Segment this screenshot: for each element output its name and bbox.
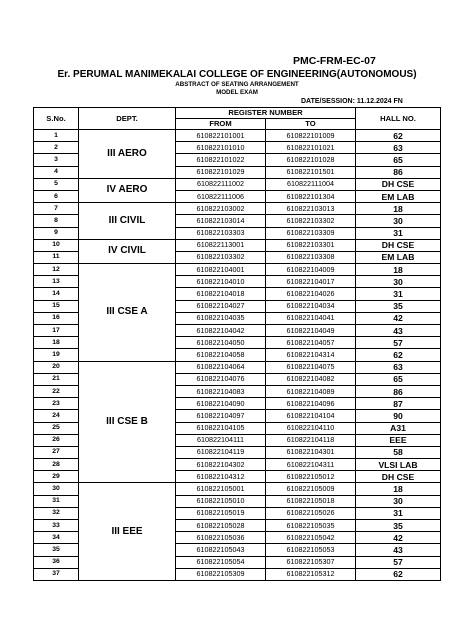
dept-cell: III CSE B xyxy=(79,361,176,483)
register-from: 610822104111 xyxy=(176,434,266,446)
hall-number: 30 xyxy=(356,276,441,288)
register-to: 610822104104 xyxy=(266,410,356,422)
row-sno: 36 xyxy=(34,556,79,568)
register-to: 610822103308 xyxy=(266,251,356,263)
register-to: 610822103309 xyxy=(266,227,356,239)
register-from: 610822103002 xyxy=(176,203,266,215)
row-sno: 15 xyxy=(34,300,79,312)
hall-number: 31 xyxy=(356,227,441,239)
register-to: 610822105053 xyxy=(266,544,356,556)
dept-cell: IV AERO xyxy=(79,178,176,202)
hall-number: 31 xyxy=(356,507,441,519)
row-sno: 12 xyxy=(34,264,79,276)
hall-number: 31 xyxy=(356,288,441,300)
row-sno: 13 xyxy=(34,276,79,288)
register-from: 610822105309 xyxy=(176,568,266,580)
hall-number: 65 xyxy=(356,373,441,385)
table-row xyxy=(34,130,441,142)
hall-number: 63 xyxy=(356,361,441,373)
register-to: 610822104041 xyxy=(266,312,356,324)
register-from: 610822104050 xyxy=(176,337,266,349)
register-to: 610822104301 xyxy=(266,446,356,458)
hall-number: 86 xyxy=(356,385,441,397)
row-sno: 4 xyxy=(34,166,79,178)
header-hall: HALL NO. xyxy=(356,108,441,130)
table-row xyxy=(34,203,441,215)
row-sno: 33 xyxy=(34,520,79,532)
hall-number: 62 xyxy=(356,349,441,361)
register-to: 610822101021 xyxy=(266,142,356,154)
row-sno: 7 xyxy=(34,203,79,215)
register-from: 610822104083 xyxy=(176,385,266,397)
hall-number: EM LAB xyxy=(356,190,441,202)
row-sno: 34 xyxy=(34,532,79,544)
hall-number: 43 xyxy=(356,325,441,337)
row-sno: 20 xyxy=(34,361,79,373)
table-row xyxy=(34,264,441,276)
row-sno: 18 xyxy=(34,337,79,349)
register-from: 610822101029 xyxy=(176,166,266,178)
register-to: 610822101304 xyxy=(266,190,356,202)
row-sno: 1 xyxy=(34,130,79,142)
register-to: 610822105312 xyxy=(266,568,356,580)
register-from: 610822104064 xyxy=(176,361,266,373)
form-code: PMC-FRM-EC-07 xyxy=(293,55,376,67)
hall-number: 62 xyxy=(356,568,441,580)
register-from: 610822104302 xyxy=(176,459,266,471)
row-sno: 28 xyxy=(34,459,79,471)
register-from: 610822111006 xyxy=(176,190,266,202)
register-to: 610822104017 xyxy=(266,276,356,288)
hall-number: 62 xyxy=(356,130,441,142)
register-to: 610822103302 xyxy=(266,215,356,227)
row-sno: 16 xyxy=(34,312,79,324)
register-from: 610822103302 xyxy=(176,251,266,263)
hall-number: 57 xyxy=(356,556,441,568)
hall-number: 30 xyxy=(356,495,441,507)
dept-cell: IV CIVIL xyxy=(79,239,176,263)
college-name: Er. PERUMAL MANIMEKALAI COLLEGE OF ENGINEERING(AUTONOMOUS) xyxy=(57,69,417,80)
header-dept: DEPT. xyxy=(79,108,176,130)
register-to: 610822104009 xyxy=(266,264,356,276)
hall-number: 87 xyxy=(356,398,441,410)
hall-number: 35 xyxy=(356,300,441,312)
row-sno: 31 xyxy=(34,495,79,507)
hall-number: 63 xyxy=(356,142,441,154)
hall-number: 86 xyxy=(356,166,441,178)
register-to: 610822105018 xyxy=(266,495,356,507)
document-subtitle: ABSTRACT OF SEATING ARRANGEMENT xyxy=(175,81,299,88)
register-to: 610822101501 xyxy=(266,166,356,178)
register-to: 610822101028 xyxy=(266,154,356,166)
register-from: 610822104076 xyxy=(176,373,266,385)
date-session: DATE/SESSION: 11.12.2024 FN xyxy=(301,98,403,105)
hall-number: 18 xyxy=(356,483,441,495)
dept-cell: III AERO xyxy=(79,130,176,179)
register-to: 610822104075 xyxy=(266,361,356,373)
register-to: 610822104118 xyxy=(266,434,356,446)
dept-cell: III CIVIL xyxy=(79,203,176,240)
row-sno: 6 xyxy=(34,190,79,202)
hall-number: EEE xyxy=(356,434,441,446)
table-body xyxy=(34,130,441,581)
register-from: 610822105028 xyxy=(176,520,266,532)
register-from: 610822104105 xyxy=(176,422,266,434)
hall-number: DH CSE xyxy=(356,239,441,251)
row-sno: 21 xyxy=(34,373,79,385)
register-to: 610822103301 xyxy=(266,239,356,251)
register-to: 610822104026 xyxy=(266,288,356,300)
row-sno: 14 xyxy=(34,288,79,300)
register-to: 610822105012 xyxy=(266,471,356,483)
row-sno: 2 xyxy=(34,142,79,154)
hall-number: A31 xyxy=(356,422,441,434)
row-sno: 25 xyxy=(34,422,79,434)
register-from: 610822104027 xyxy=(176,300,266,312)
row-sno: 26 xyxy=(34,434,79,446)
register-to: 610822104089 xyxy=(266,385,356,397)
hall-number: 57 xyxy=(356,337,441,349)
register-from: 610822101001 xyxy=(176,130,266,142)
register-from: 610822104035 xyxy=(176,312,266,324)
register-from: 610822104001 xyxy=(176,264,266,276)
register-from: 610822105010 xyxy=(176,495,266,507)
header-sno: S.No. xyxy=(34,108,79,130)
row-sno: 3 xyxy=(34,154,79,166)
hall-number: DH CSE xyxy=(356,178,441,190)
hall-number: 18 xyxy=(356,264,441,276)
header-register-number: REGISTER NUMBER xyxy=(176,108,356,119)
register-from: 610822105019 xyxy=(176,507,266,519)
register-from: 610822105043 xyxy=(176,544,266,556)
row-sno: 23 xyxy=(34,398,79,410)
register-from: 610822104018 xyxy=(176,288,266,300)
register-from: 610822104097 xyxy=(176,410,266,422)
register-to: 610822104082 xyxy=(266,373,356,385)
row-sno: 22 xyxy=(34,385,79,397)
register-to: 610822104096 xyxy=(266,398,356,410)
hall-number: 18 xyxy=(356,203,441,215)
row-sno: 10 xyxy=(34,239,79,251)
register-to: 610822104110 xyxy=(266,422,356,434)
row-sno: 19 xyxy=(34,349,79,361)
hall-number: 42 xyxy=(356,312,441,324)
hall-number: EM LAB xyxy=(356,251,441,263)
row-sno: 35 xyxy=(34,544,79,556)
row-sno: 29 xyxy=(34,471,79,483)
seating-table xyxy=(33,107,441,581)
register-from: 610822101010 xyxy=(176,142,266,154)
register-from: 610822103014 xyxy=(176,215,266,227)
row-sno: 17 xyxy=(34,325,79,337)
header-to: TO xyxy=(266,119,356,130)
register-from: 610822105001 xyxy=(176,483,266,495)
register-to: 610822104311 xyxy=(266,459,356,471)
exam-name: MODEL EXAM xyxy=(216,89,258,96)
row-sno: 30 xyxy=(34,483,79,495)
register-to: 610822104314 xyxy=(266,349,356,361)
table-row xyxy=(34,361,441,373)
register-to: 610822105307 xyxy=(266,556,356,568)
register-from: 610822104010 xyxy=(176,276,266,288)
hall-number: VLSI LAB xyxy=(356,459,441,471)
register-from: 610822113001 xyxy=(176,239,266,251)
row-sno: 24 xyxy=(34,410,79,422)
hall-number: 35 xyxy=(356,520,441,532)
dept-cell: III CSE A xyxy=(79,264,176,362)
register-from: 610822104312 xyxy=(176,471,266,483)
register-to: 610822105042 xyxy=(266,532,356,544)
register-from: 610822104042 xyxy=(176,325,266,337)
register-to: 610822101009 xyxy=(266,130,356,142)
register-from: 610822111002 xyxy=(176,178,266,190)
register-from: 610822104058 xyxy=(176,349,266,361)
register-to: 610822111004 xyxy=(266,178,356,190)
hall-number: 43 xyxy=(356,544,441,556)
register-to: 610822105026 xyxy=(266,507,356,519)
register-to: 610822105009 xyxy=(266,483,356,495)
table-row xyxy=(34,483,441,495)
row-sno: 9 xyxy=(34,227,79,239)
register-from: 610822104090 xyxy=(176,398,266,410)
hall-number: 90 xyxy=(356,410,441,422)
table-row xyxy=(34,178,441,190)
register-from: 610822103303 xyxy=(176,227,266,239)
register-to: 610822103013 xyxy=(266,203,356,215)
table-row xyxy=(34,239,441,251)
row-sno: 8 xyxy=(34,215,79,227)
header-from: FROM xyxy=(176,119,266,130)
hall-number: 42 xyxy=(356,532,441,544)
hall-number: 65 xyxy=(356,154,441,166)
register-from: 610822101022 xyxy=(176,154,266,166)
row-sno: 5 xyxy=(34,178,79,190)
row-sno: 32 xyxy=(34,507,79,519)
register-from: 610822104119 xyxy=(176,446,266,458)
row-sno: 27 xyxy=(34,446,79,458)
register-to: 610822104049 xyxy=(266,325,356,337)
row-sno: 37 xyxy=(34,568,79,580)
register-from: 610822105036 xyxy=(176,532,266,544)
register-to: 610822104034 xyxy=(266,300,356,312)
hall-number: 58 xyxy=(356,446,441,458)
register-to: 610822105035 xyxy=(266,520,356,532)
register-to: 610822104057 xyxy=(266,337,356,349)
register-from: 610822105054 xyxy=(176,556,266,568)
dept-cell: III EEE xyxy=(79,483,176,581)
hall-number: DH CSE xyxy=(356,471,441,483)
row-sno: 11 xyxy=(34,251,79,263)
hall-number: 30 xyxy=(356,215,441,227)
